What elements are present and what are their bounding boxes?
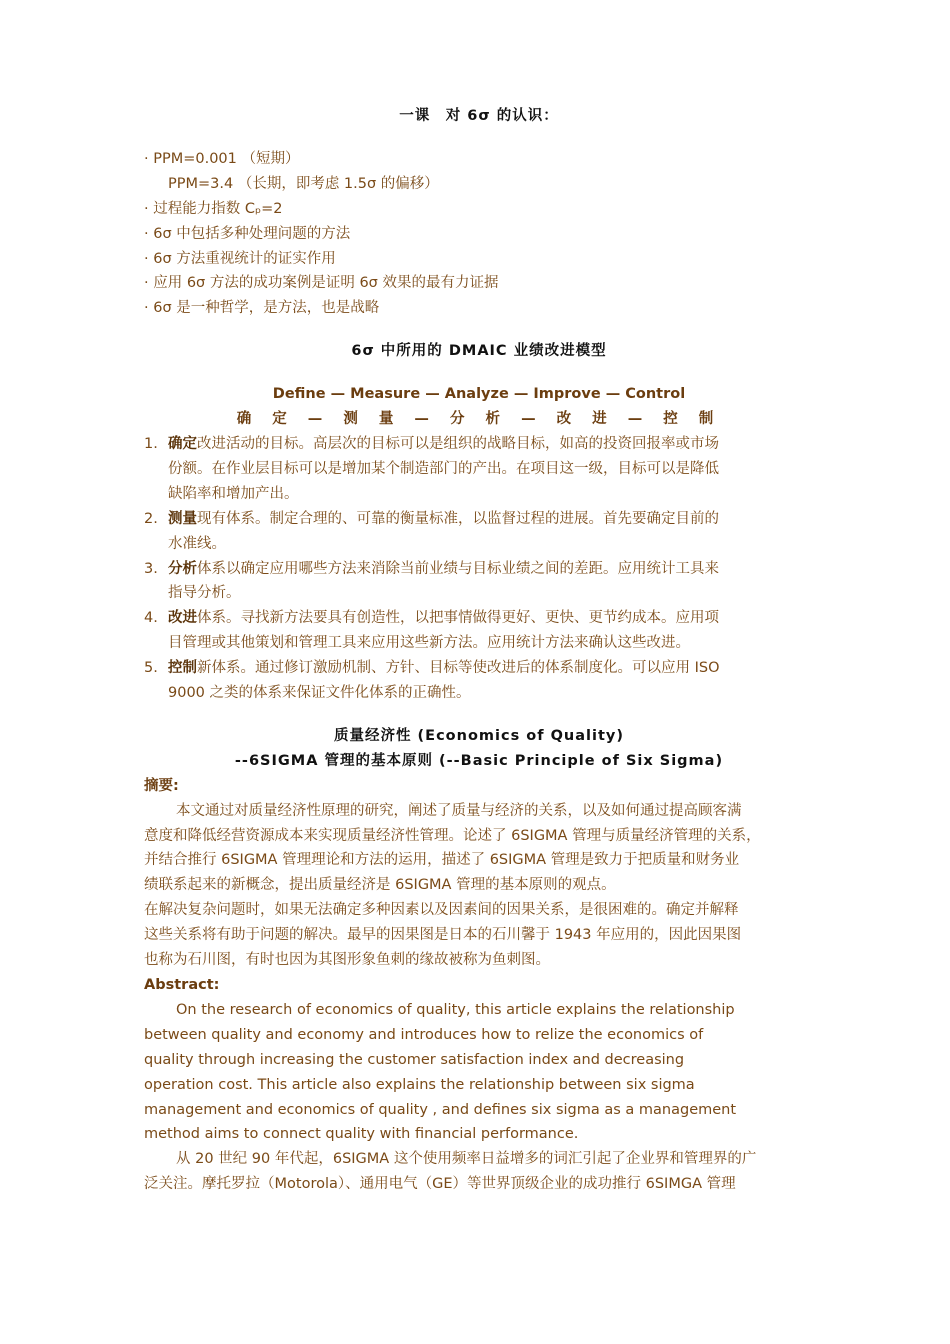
step-keyword: 测量 [168, 510, 197, 527]
paragraph-line: quality through increasing the customer satisfaction index and decreasing [144, 1051, 685, 1068]
step-text: 缺陷率和增加产出。 [168, 485, 299, 502]
step-text: 水准线。 [168, 535, 226, 552]
step-text: 体系。寻找新方法要具有创造性，以把事情做得更好、更快、更节约成本。应用项 [197, 610, 719, 627]
abstract-en-label: Abstract: [144, 977, 220, 993]
step-text: 9000 之类的体系来保证文件化体系的正确性。 [168, 685, 471, 702]
paragraph-line: 从 20 世纪 90 年代起，6SIGMA 这个使用频率日益增多的词汇引起了企业界和管理界的广 [176, 1151, 757, 1168]
step-text: 现有体系。制定合理的、可靠的衡量标准，以监督过程的进展。首先要确定目前的 [197, 510, 719, 527]
quality-title: 质量经济性 (Economics of Quality) [334, 727, 624, 744]
intro-paragraph [144, 1147, 814, 1197]
dmaic-step-list [144, 432, 814, 706]
step-text: 目管理或其他策划和管理工具来应用这些新方法。应用统计方法来确认这些改进。 [168, 635, 690, 652]
dmaic-step [144, 606, 814, 656]
paragraph-line: 本文通过对质量经济性原理的研究，阐述了质量与经济的关系，以及如何通过提高顾客满 [176, 802, 742, 819]
paragraph-line: operation cost. This article also explains the relationship between six sigma [144, 1076, 695, 1093]
abstract-cn [144, 799, 814, 899]
step-keyword: 控制 [168, 660, 197, 677]
bullet-item: · 应用 6σ 方法的成功案例是证明 6σ 效果的最有力证据 [144, 275, 499, 292]
bullet-item: · PPM=0.001 （短期） [144, 150, 300, 167]
step-keyword: 改进 [168, 610, 197, 627]
bullet-list [144, 147, 814, 321]
bullet-item: · 6σ 中包括多种处理问题的方法 [144, 225, 351, 242]
paragraph-line: 并结合推行 6SIGMA 管理理论和方法的运用，描述了 6SIGMA 管理是致力于把质量和财务业 [144, 852, 740, 869]
dmaic-step [144, 656, 814, 706]
bullet-item: · 6σ 方法重视统计的证实作用 [144, 250, 336, 267]
bullet-item: · 过程能力指数 Cₚ=2 [144, 200, 283, 217]
step-number: 5. [144, 660, 158, 677]
step-text: 份额。在作业层目标可以是增加某个制造部门的产出。在项目这一级，目标可以是降低 [168, 460, 719, 477]
bullet-item: PPM=3.4 （长期，即考虑 1.5σ 的偏移） [168, 175, 439, 192]
step-text: 体系以确定应用哪些方法来消除当前业绩与目标业绩之间的差距。应用统计工具来 [197, 560, 719, 577]
quality-subtitle: --6SIGMA 管理的基本原则 (--Basic Principle of Six Sigma) [234, 752, 724, 769]
dmaic-step [144, 507, 814, 557]
dmaic-step [144, 432, 814, 507]
paragraph-line: On the research of economics of quality, this article explains the relationship [176, 1001, 735, 1018]
paragraph-line: management and economics of quality , and defines six sigma as a management [144, 1101, 737, 1118]
dmaic-title: 6σ 中所用的 DMAIC 业绩改进模型 [351, 343, 607, 360]
step-number: 1. [144, 435, 158, 452]
step-text: 改进活动的目标。高层次的目标可以是组织的战略目标，如高的投资回报率或市场 [197, 435, 719, 452]
paragraph-line: method aims to connect quality with financial performance. [144, 1126, 579, 1143]
dmaic-english-steps: Define — Measure — Analyze — Improve — Control [272, 386, 686, 403]
abstract-cn-label: 摘要: [144, 777, 179, 794]
paragraph-line: 这些关系将有助于问题的解决。最早的因果图是日本的石川馨于 1943 年应用的，因此因果图 [144, 927, 742, 944]
paragraph-line: 在解决复杂问题时，如果无法确定多种因素以及因素间的因果关系，是很困难的。确定并解释 [144, 902, 739, 919]
step-text: 新体系。通过修订激励机制、方针、目标等使改进后的体系制度化。可以应用 ISO [197, 660, 720, 677]
paragraph-line: 意度和降低经营资源成本来实现质量经济性管理。论述了 6SIGMA 管理与质量经济管理的关系， [144, 827, 761, 844]
step-keyword: 确定 [168, 435, 197, 452]
step-number: 2. [144, 510, 158, 527]
step-number: 4. [144, 610, 158, 627]
paragraph-line: 泛关注。摩托罗拉（Motorola）、通用电气（GE）等世界顶级企业的成功推行 6SIMGA 管理 [144, 1176, 736, 1193]
bullet-item: · 6σ 是一种哲学，是方法，也是战略 [144, 300, 380, 317]
step-keyword: 分析 [168, 560, 197, 577]
paragraph-line: 也称为石川图，有时也因为其图形象鱼刺的缘故被称为鱼刺图。 [144, 952, 550, 969]
dmaic-step [144, 557, 814, 607]
paragraph-line: between quality and economy and introduces how to relize the economics of [144, 1026, 704, 1043]
step-number: 3. [144, 560, 158, 577]
paragraph-line: 绩联系起来的新概念，提出质量经济是 6SIGMA 管理的基本原则的观点。 [144, 877, 616, 894]
fishbone-paragraph [144, 898, 814, 973]
dmaic-chinese-steps: 确 定 — 测 量 — 分 析 — 改 进 — 控 制 [236, 411, 722, 428]
step-text: 指导分析。 [168, 585, 241, 602]
lesson-title: 一课 对 6σ 的认识： [399, 108, 559, 124]
abstract-en [144, 998, 814, 1147]
document-body [144, 104, 814, 1197]
